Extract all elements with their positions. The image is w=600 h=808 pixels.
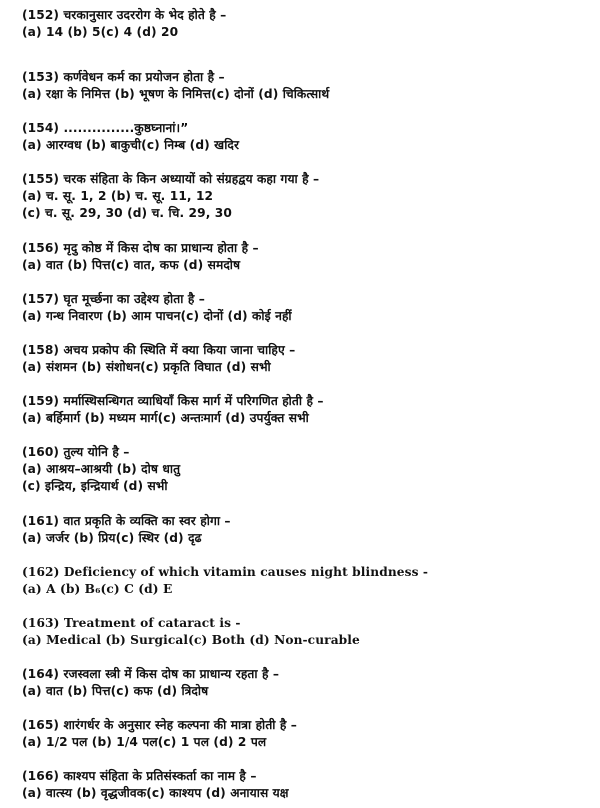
question-160 [22,444,592,495]
question-text [22,717,592,734]
option-line: (a) आरग्वध (b) बाकुची(c) निम्ब (d) खदिर [22,138,240,152]
question-156 [22,240,592,274]
question-155 [22,171,592,222]
question-text [22,513,592,530]
question-162 [22,564,592,598]
option-line: (a) संशमन (b) संशोधन(c) प्रकृति विघात (d) सभी [22,360,271,374]
question-stem: शारंगर्धर के अनुसार स्नेह कल्पना की मात्रा होती है – [63,718,297,732]
question-stem: तुल्य योनि है – [63,445,130,459]
question-text [22,69,592,86]
question-number: (152) [22,8,60,22]
question-text [22,615,592,632]
question-number: (165) [22,718,60,732]
question-153 [22,69,592,103]
question-stem: कर्णवेधन कर्म का प्रयोजन होता है – [63,70,225,84]
option-line: (a) च. सू. 1, 2 (b) च. सू. 11, 12 [22,189,214,203]
option-line: (c) च. सू. 29, 30 (d) च. चि. 29, 30 [22,206,232,220]
option-line: (a) वात्स्य (b) वृद्धजीवक(c) काश्यप (d) अनायास यक्ष [22,786,289,800]
question-number: (155) [22,172,60,186]
option-line: (a) 1/2 पल (b) 1/4 पल(c) 1 पल (d) 2 पल [22,735,267,749]
question-number: (162) [22,565,60,579]
question-165 [22,717,592,751]
question-number: (158) [22,343,60,357]
option-line: (a) A (b) B₆(c) C (d) E [22,582,173,596]
option-line: (a) बर्हिमार्ग (b) मध्यम मार्ग(c) अन्तःमार्ग (d) उपर्युक्त सभी [22,411,309,425]
question-stem: ...............कुष्ठघ्नानां।” [63,121,189,135]
question-stem: काश्यप संहिता के प्रतिसंस्कर्ता का नाम है – [63,769,257,783]
question-text [22,7,592,24]
question-154 [22,120,592,154]
question-stem: वात प्रकृति के व्यक्ति का स्वर होगा – [63,514,231,528]
question-number: (153) [22,70,60,84]
question-number: (154) [22,121,60,135]
question-164 [22,666,592,700]
question-text [22,564,592,581]
question-text [22,393,592,410]
question-text [22,666,592,683]
option-line: (a) जर्जर (b) प्रिय(c) स्थिर (d) दृढ [22,531,202,545]
question-number: (156) [22,241,60,255]
question-text [22,444,592,461]
question-163 [22,615,592,649]
question-152 [22,7,592,41]
question-number: (163) [22,616,60,630]
option-line: (a) 14 (b) 5(c) 4 (d) 20 [22,25,179,39]
question-stem: रजस्वला स्त्री में किस दोष का प्राधान्य रहता है – [63,667,280,681]
question-stem: मृदु कोष्ठ में किस दोष का प्राधान्य होता है – [63,241,259,255]
question-stem: घृत मूर्च्छना का उद्देश्य होता है – [63,292,205,306]
question-stem: चरक संहिता के किन अध्यायों को संग्रहद्वय कहा गया है – [63,172,320,186]
question-text [22,120,592,137]
option-line: (a) Medical (b) Surgical(c) Both (d) Non-curable [22,633,360,647]
question-166 [22,768,592,802]
question-stem: Treatment of cataract is - [63,616,241,630]
question-159 [22,393,592,427]
question-number: (166) [22,769,60,783]
option-line: (a) वात (b) पित्त(c) कफ (d) त्रिदोष [22,684,209,698]
question-161 [22,513,592,547]
question-158 [22,342,592,376]
question-text [22,240,592,257]
question-text [22,171,592,188]
question-text [22,342,592,359]
question-text [22,291,592,308]
question-number: (159) [22,394,60,408]
option-line: (a) आश्रय–आश्रयी (b) दोष धातु [22,462,181,476]
question-number: (157) [22,292,60,306]
option-line: (c) इन्द्रिय, इन्द्रियार्थ (d) सभी [22,479,168,493]
question-number: (164) [22,667,60,681]
option-line: (a) वात (b) पित्त(c) वात, कफ (d) समदोष [22,258,241,272]
question-157 [22,291,592,325]
option-line: (a) रक्षा के निमित्त (b) भूषण के निमित्त(c) दोनों (d) चिकित्सार्थ [22,87,330,101]
question-stem: Deficiency of which vitamin causes night blindness - [63,565,429,579]
question-number: (161) [22,514,60,528]
question-stem: चरकानुसार उदररोग के भेद होते है – [63,8,227,22]
option-line: (a) गन्ध निवारण (b) आम पाचन(c) दोनों (d) कोई नहीं [22,309,292,323]
question-stem: मर्मास्थिसन्धिगत व्याधियाँ किस मार्ग में परिगणित होती है – [63,394,324,408]
question-stem: अचय प्रकोप की स्थिति में क्या किया जाना चाहिए – [63,343,296,357]
question-text [22,768,592,785]
question-number: (160) [22,445,60,459]
